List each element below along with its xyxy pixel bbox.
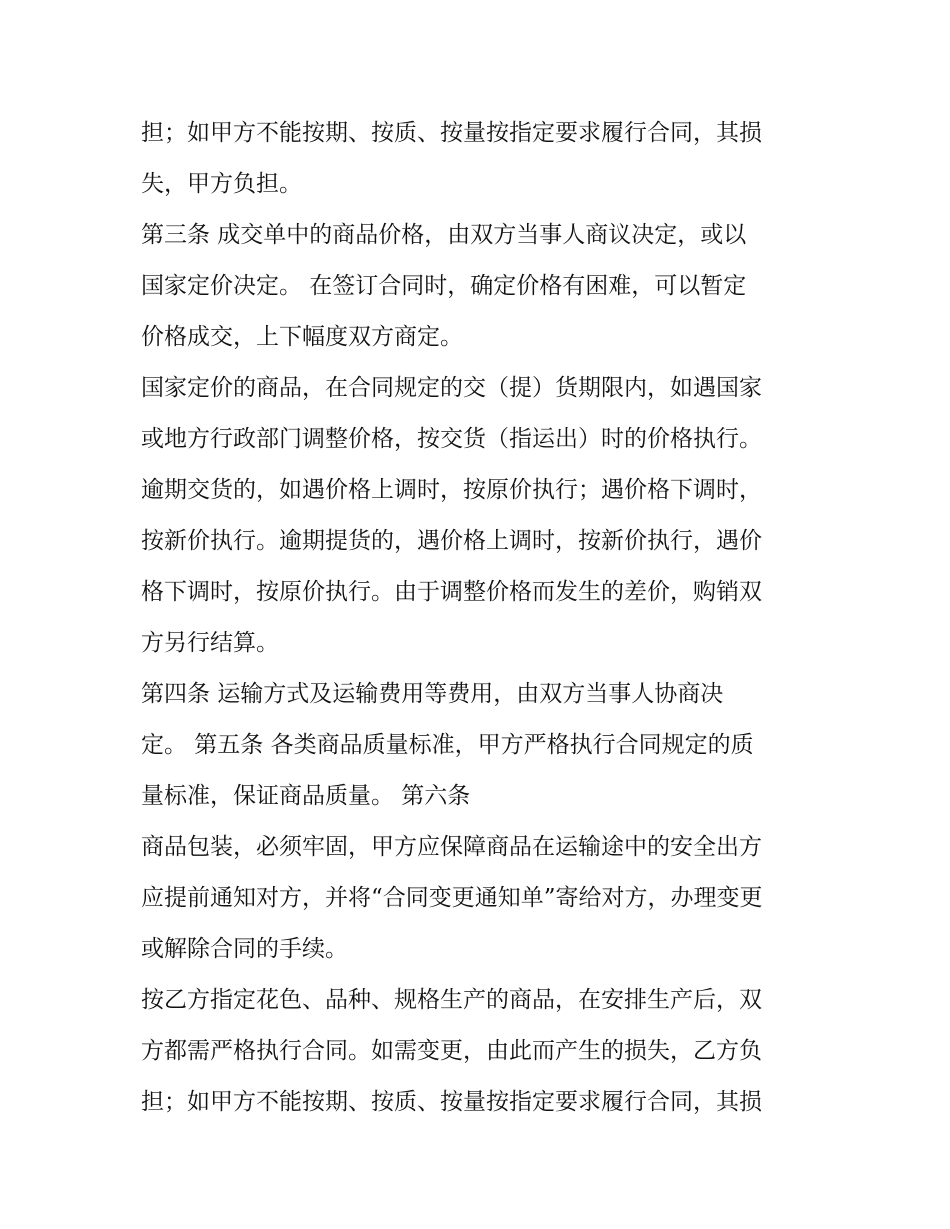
text-line: 格下调时，按原价执行。由于调整价格而发生的差价，购销双	[141, 579, 762, 605]
text-line: 按乙方指定花色、品种、规格生产的商品，在安排生产后，双	[141, 987, 762, 1013]
text-line: 或解除合同的手续。	[141, 936, 348, 962]
text-line: 价格成交，上下幅度双方商定。	[141, 324, 463, 350]
text-line: 担；如甲方不能按期、按质、按量按指定要求履行合同，其损	[141, 120, 762, 146]
text-line: 商品包装，必须牢固，甲方应保障商品在运输途中的安全出方	[141, 834, 762, 860]
text-line: 担；如甲方不能按期、按质、按量按指定要求履行合同，其损	[141, 1089, 762, 1115]
text-line: 国家定价决定。 在签订合同时，确定价格有困难，可以暂定	[141, 273, 747, 299]
document-body	[141, 108, 821, 1128]
text-line: 逾期交货的，如遇价格上调时，按原价执行；遇价格下调时，	[141, 477, 762, 503]
text-line: 国家定价的商品，在合同规定的交（提）货期限内，如遇国家	[141, 375, 762, 401]
text-line: 方都需严格执行合同。如需变更，由此而产生的损失，乙方负	[141, 1038, 762, 1064]
text-line: 第四条 运输方式及运输费用等费用，由双方当事人协商决	[141, 681, 724, 707]
text-line: 应提前通知对方，并将“合同变更通知单”寄给对方，办理变更	[141, 885, 763, 911]
text-line: 或地方行政部门调整价格，按交货（指运出）时的价格执行。	[141, 426, 762, 452]
text-line: 方另行结算。	[141, 630, 279, 656]
text-line: 量标准，保证商品质量。 第六条	[141, 783, 471, 809]
text-line: 按新价执行。逾期提货的，遇价格上调时，按新价执行，遇价	[141, 528, 762, 554]
text-line: 定。 第五条 各类商品质量标准，甲方严格执行合同规定的质	[141, 732, 754, 758]
text-line: 失，甲方负担。	[141, 171, 302, 197]
text-line: 第三条 成交单中的商品价格，由双方当事人商议决定，或以	[141, 222, 747, 248]
